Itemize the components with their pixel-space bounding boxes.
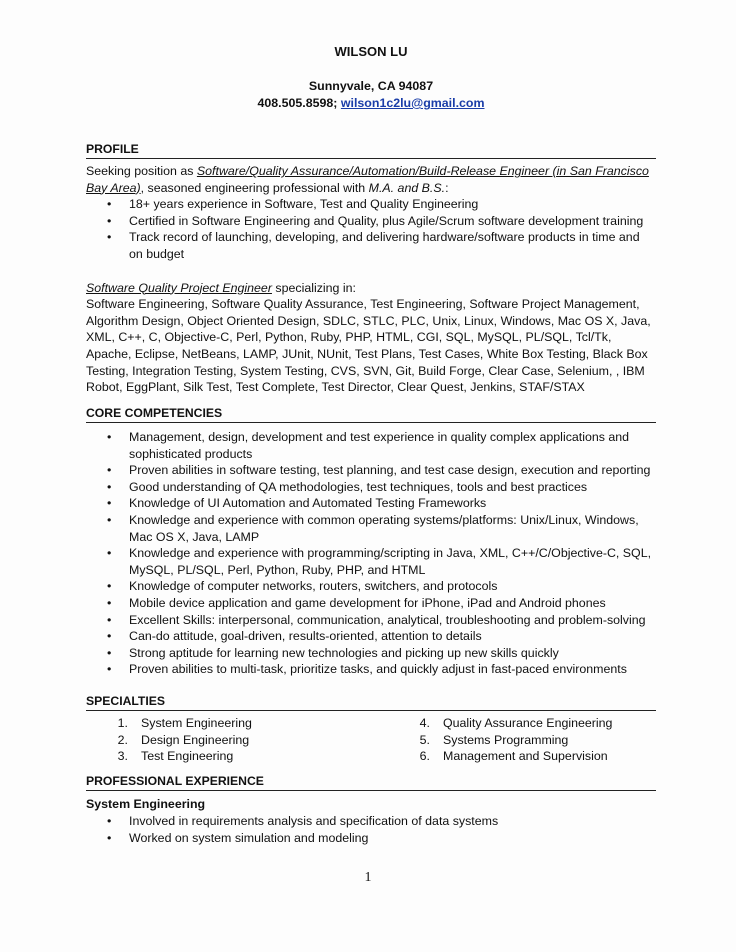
specialties-heading: SPECIALTIES <box>86 694 656 711</box>
list-item <box>86 462 656 479</box>
list-item <box>86 213 656 230</box>
bullet-icon: • <box>107 830 112 845</box>
item-number: 1. <box>117 716 128 730</box>
profile-section <box>86 163 656 396</box>
list-item-text: Excellent Skills: interpersonal, communication, analytical, troubleshooting and problem-solving <box>129 612 646 627</box>
item-number: 5. <box>419 732 430 747</box>
list-item-text: Proven abilities to multi-task, prioritize tasks, and quickly adjust in fast-paced environments <box>129 662 627 677</box>
list-item-text: Management, design, development and test experience in quality complex applications and sophisticated products <box>129 430 630 461</box>
list-item <box>86 813 656 830</box>
list-item <box>86 612 656 629</box>
specialty-title: Software Quality Project Engineer <box>86 280 272 295</box>
list-item-text: Track record of launching, developing, and delivering hardware/software products in time and on budget <box>129 230 640 261</box>
list-item <box>86 495 656 512</box>
list-item-text: Worked on system simulation and modeling <box>129 830 369 845</box>
list-item-text: Proven abilities in software testing, test planning, and test case design, execution and reporting <box>129 463 651 478</box>
experience-heading: PROFESSIONAL EXPERIENCE <box>86 774 656 791</box>
list-item-text: Strong aptitude for learning new technologies and picking up new skills quickly <box>129 645 559 660</box>
intro-text-end: : <box>445 180 449 195</box>
page-number: 1 <box>364 870 372 885</box>
list-item <box>86 545 656 578</box>
bullet-icon: • <box>107 213 112 228</box>
list-item <box>86 645 656 662</box>
list-item-text: Involved in requirements analysis and specification of data systems <box>129 814 499 828</box>
intro-text: Seeking position as <box>86 164 197 178</box>
list-item <box>86 512 656 545</box>
list-item <box>86 479 656 496</box>
specialty-line <box>86 280 656 297</box>
item-number: 3. <box>117 749 128 764</box>
bullet-icon: • <box>107 645 112 660</box>
list-item <box>86 429 656 462</box>
item-label: Management and Supervision <box>443 749 608 764</box>
list-item-text: Knowledge and experience with common operating systems/platforms: Unix/Linux, Windows, Mac OS X, Java, LAMP <box>129 512 639 544</box>
profile-bullets <box>86 196 656 262</box>
bullet-icon: • <box>107 496 112 511</box>
list-item <box>86 196 656 213</box>
item-number: 2. <box>117 732 128 747</box>
list-item <box>86 578 656 595</box>
bullet-icon: • <box>107 463 112 478</box>
item-label: Design Engineering <box>141 732 250 747</box>
target-position: Software/Quality Assurance/Automation/Build-Release Engineer (in San Francisco Bay Area) <box>86 164 649 195</box>
skills-list: Software Engineering, Software Quality Assurance, Test Engineering, Software Project Management, Algorithm Design, Object Oriented Design, SDLC, STLC, PLC, Unix, Linux, Windows, Mac OS X, Java, XML, C++, C, Objective-C, Perl, Python, Ruby, PHP, HTML, CGI, SQL, MySQL, PL/SQL, Tcl/Tk, Apache, Eclipse, NetBeans, LAMP, JUnit, NUnit, Test Plans, Test Cases, White Box Testing, Black Box Testing, Integration Testing, System Testing, CVS, SVN, Git, Build Forge, Clear Case, Selenium, , IBM Robot, EggPlant, Silk Test, Test Complete, Test Director, Clear Quest, Jenkins, STAF/STAX <box>86 297 651 395</box>
bullet-icon: • <box>107 662 112 677</box>
list-item <box>86 229 656 262</box>
contact-line <box>86 95 656 112</box>
experience-bullets <box>86 813 656 846</box>
profile-intro <box>86 163 656 196</box>
email-link[interactable]: wilson1c2lu@gmail.com <box>340 96 485 110</box>
item-number: 6. <box>419 749 430 764</box>
experience-subheading: System Engineering <box>86 797 206 811</box>
candidate-name: WILSON LU <box>334 44 408 59</box>
bullet-icon: • <box>107 579 112 594</box>
list-item <box>86 830 656 847</box>
list-item <box>86 661 656 678</box>
specialty-suffix: specializing in: <box>271 280 356 295</box>
core-competencies-heading: CORE COMPETENCIES <box>86 406 656 423</box>
bullet-icon: • <box>107 197 112 212</box>
experience-section <box>86 813 656 846</box>
bullet-icon: • <box>107 230 112 245</box>
list-item-text: Knowledge and experience with programming/scripting in Java, XML, C++/C/Objective-C, SQL, MySQL, PL/SQL, Perl, Python, Ruby, PHP, and HTML <box>129 546 652 577</box>
list-item-text: Certified in Software Engineering and Quality, plus Agile/Scrum software development training <box>129 213 644 228</box>
candidate-address: Sunnyvale, CA 94087 <box>308 79 434 93</box>
list-item-text: Good understanding of QA methodologies, test techniques, tools and best practices <box>129 479 588 494</box>
bullet-icon: • <box>107 546 112 561</box>
list-item <box>86 628 656 645</box>
core-bullets <box>86 429 656 678</box>
item-label: Quality Assurance Engineering <box>443 716 613 730</box>
bullet-icon: • <box>107 612 112 627</box>
bullet-icon: • <box>107 595 112 610</box>
item-label: Test Engineering <box>141 749 234 764</box>
item-label: System Engineering <box>141 716 252 730</box>
list-item-text: Can-do attitude, goal-driven, results-oriented, attention to details <box>129 629 482 644</box>
bullet-icon: • <box>107 629 112 644</box>
list-item-text: 18+ years experience in Software, Test and Quality Engineering <box>129 197 479 212</box>
item-number: 4. <box>419 716 430 730</box>
core-competencies-section <box>86 429 656 678</box>
profile-heading: PROFILE <box>86 142 656 159</box>
list-item-text: Mobile device application and game development for iPhone, iPad and Android phones <box>129 595 606 610</box>
bullet-icon: • <box>107 430 112 444</box>
list-item <box>86 595 656 612</box>
bullet-icon: • <box>107 479 112 494</box>
degrees: M.A. and B.S. <box>368 180 446 195</box>
intro-text-mid: , seasoned engineering professional with <box>140 180 369 195</box>
list-item-text: Knowledge of UI Automation and Automated Testing Frameworks <box>129 496 487 511</box>
bullet-icon: • <box>107 512 112 527</box>
bullet-icon: • <box>107 814 112 828</box>
phone-number: 408.505.8598; <box>257 96 338 110</box>
list-item-text: Knowledge of computer networks, routers, switchers, and protocols <box>129 579 498 594</box>
item-label: Systems Programming <box>443 732 569 747</box>
